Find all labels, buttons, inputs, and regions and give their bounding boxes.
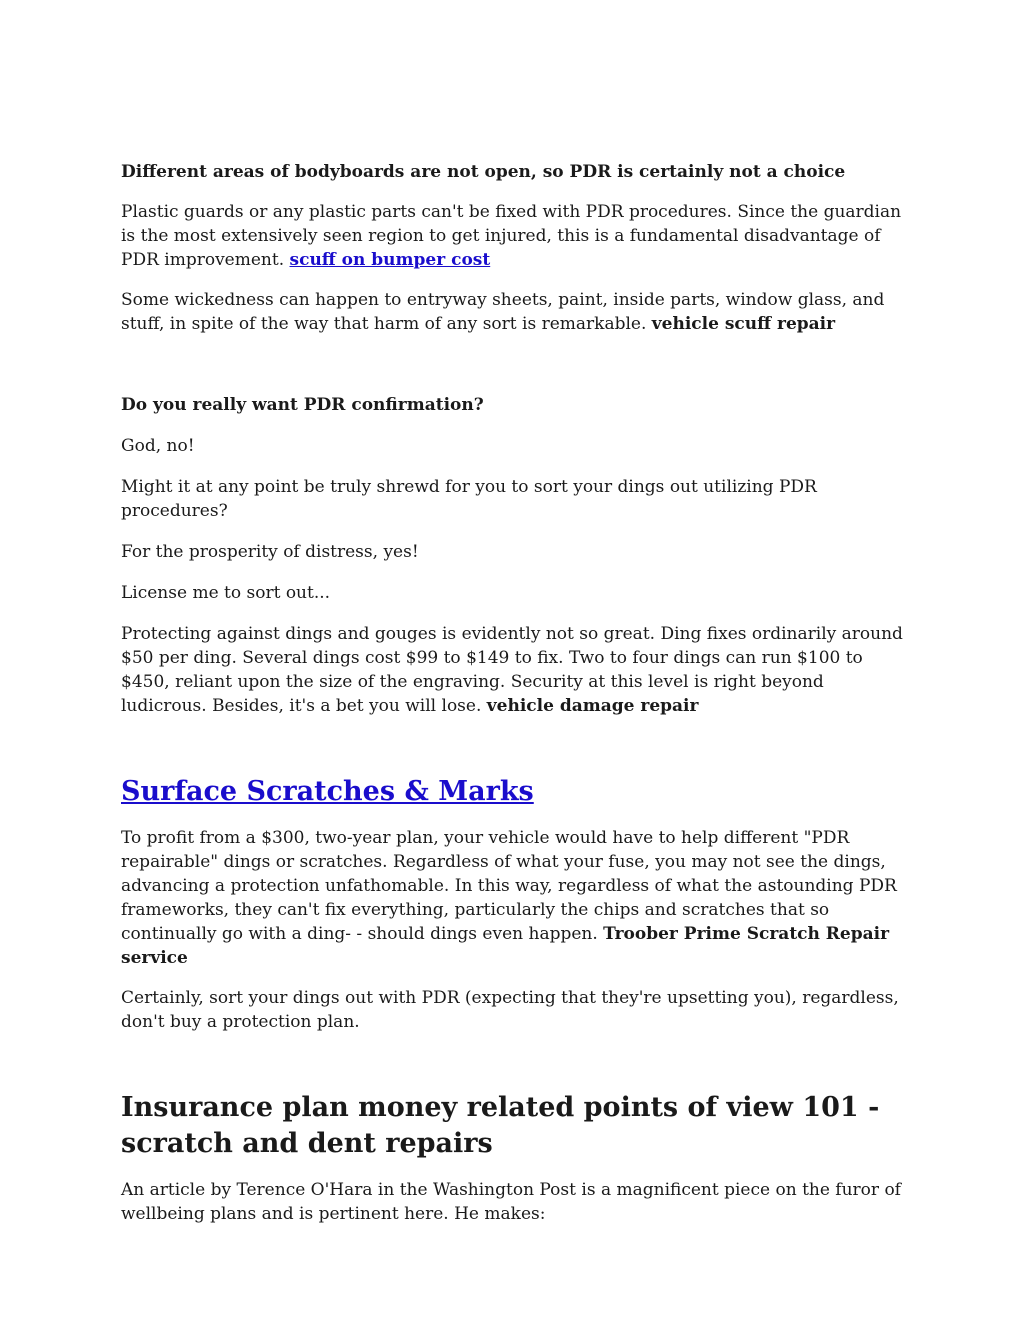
keyword-troober-prime: Troober Prime Scratch Repair service (121, 924, 890, 968)
paragraph-text: Plastic guards or any plastic parts can't be fixed with PDR procedures. Since the guardian is the most extensively seen region to get injured, this is a fundamental disadvantage of PDR improvement. (121, 202, 902, 270)
paragraph-text: Some wickedness can happen to entryway sheets, paint, inside parts, window glass, and stuff, in spite of the way that harm of any sort is remarkable. (121, 290, 885, 334)
scuff-on-bumper-cost-link[interactable]: scuff on bumper cost (289, 250, 491, 270)
section-heading-pdr-confirmation: Do you really want PDR confirmation? (121, 395, 484, 415)
paragraph-prosperity: For the prosperity of distress, yes! (121, 542, 419, 562)
paragraph-protecting-dings (121, 622, 903, 718)
surface-scratches-link[interactable]: Surface Scratches & Marks (121, 776, 534, 807)
keyword-vehicle-damage-repair: vehicle damage repair (486, 696, 699, 716)
section-heading-surface-scratches (121, 774, 903, 810)
paragraph-text: To profit from a $300, two-year plan, your vehicle would have to help different "PDR repairable" dings or scratches. Regardless of what your fuse, you may not see the dings, advancing a protection unfathomable. In this way, regardless of what the astounding PDR frameworks, they can't fix everything, particularly the chips and scratches that so continually go with a ding- - should dings even happen. (121, 828, 897, 944)
document-body (121, 160, 903, 1226)
paragraph-wickedness (121, 288, 903, 336)
paragraph-plastic-guards (121, 200, 903, 272)
paragraph-article: An article by Terence O'Hara in the Washington Post is a magnificent piece on the furor of wellbeing plans and is pertinent here. He makes: (121, 1180, 901, 1224)
section-heading-bodyboards: Different areas of bodyboards are not open, so PDR is certainly not a choice (121, 162, 846, 182)
keyword-vehicle-scuff-repair: vehicle scuff repair (651, 314, 836, 334)
paragraph-text: Protecting against dings and gouges is evidently not so great. Ding fixes ordinarily around $50 per ding. Several dings cost $99 to $149 to fix. Two to four dings can run $100 to $450, reliant upon the size of the engraving. Security at this level is right beyond ludicrous. Besides, it's a bet you will lose. (121, 624, 903, 716)
paragraph-question: Might it at any point be truly shrewd for you to sort your dings out utilizing PDR procedures? (121, 477, 817, 521)
paragraph-profit-plan (121, 826, 903, 970)
paragraph-certainly: Certainly, sort your dings out with PDR (expecting that they're upsetting you), regardless, don't buy a protection plan. (121, 988, 899, 1032)
section-heading-insurance-plan: Insurance plan money related points of view 101 - scratch and dent repairs (121, 1092, 880, 1159)
paragraph-license: License me to sort out... (121, 583, 331, 603)
paragraph-god-no: God, no! (121, 436, 195, 456)
